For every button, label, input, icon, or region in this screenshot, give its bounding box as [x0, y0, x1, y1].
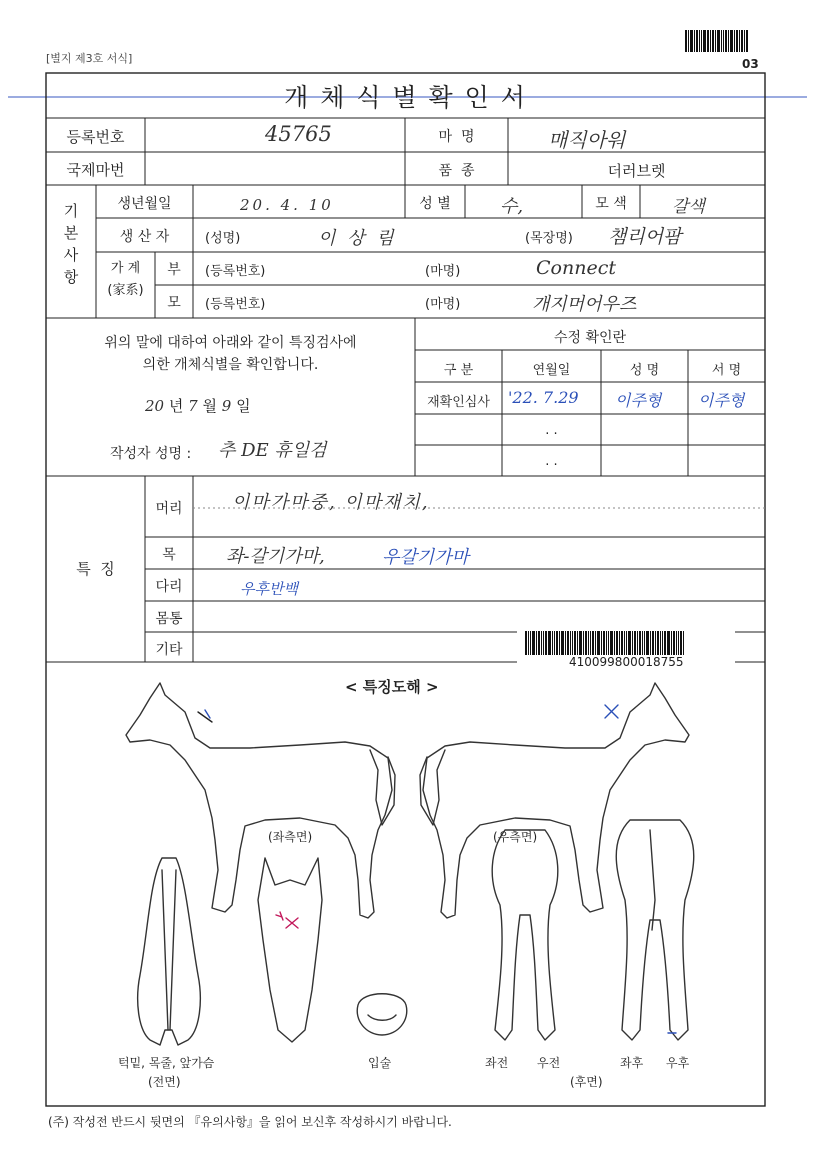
- author-signature: 추 DE 휴일검: [218, 440, 327, 461]
- amendment-header-name: 성 명: [629, 363, 660, 378]
- front-view-caption: 턱밑, 목줄, 앞가슴: [118, 1056, 215, 1070]
- dam-name-value: 개지머어우즈: [532, 294, 637, 315]
- right-side-caption: (우측면): [493, 830, 538, 844]
- producer-name-value: 이 상 림: [318, 228, 397, 249]
- sire-name-label: (마명): [425, 264, 461, 279]
- diagram-title: < 특징도해 >: [345, 678, 439, 696]
- date-day-label: 일: [236, 397, 251, 415]
- amendment-title: 수정 확인란: [553, 330, 627, 346]
- coat-color-value: 갈색: [672, 197, 705, 217]
- birth-label: 생년월일: [117, 196, 172, 212]
- front-view-label: (전면): [148, 1075, 181, 1089]
- right-fore-caption: 우전: [537, 1056, 561, 1070]
- date-month-value: 7: [188, 397, 198, 415]
- date-month-label: 월: [202, 397, 217, 415]
- coat-color-label: 모 색: [595, 196, 627, 212]
- feature-head-value: 이마가마중, 이마재치,: [232, 492, 430, 513]
- feature-neck-value-left: 좌-갈기가마,: [226, 546, 325, 567]
- head-front-drawing: [258, 858, 322, 1042]
- sire-label: 부: [167, 262, 181, 278]
- dam-name-label: (마명): [425, 297, 461, 312]
- rear-view-label: (후면): [570, 1075, 603, 1089]
- feature-head-label: 머리: [155, 501, 183, 517]
- rear-view-drawing: [616, 820, 694, 1040]
- amendment-row-type: 재확인심사: [427, 395, 490, 410]
- dam-reg-label: (등록번호): [205, 297, 266, 312]
- footer-note: (주) 작성전 반드시 뒷면의 『유의사항』을 읽어 보신후 작성하시기 바랍니다.: [48, 1115, 452, 1129]
- producer-name-label: (성명): [205, 231, 241, 246]
- sex-label: 성 별: [419, 196, 451, 212]
- horse-name-label: 마 명: [438, 129, 475, 145]
- date-year-label: 년: [168, 397, 184, 415]
- producer-label: 생 산 자: [119, 229, 170, 245]
- muzzle-caption: 입술: [368, 1056, 392, 1070]
- barcode-number: 410099800018755: [569, 655, 684, 669]
- page-title: 개 체 식 별 확 인 서: [284, 83, 527, 112]
- author-label: 작성자 성명 :: [110, 446, 192, 462]
- intl-no-label: 국제마번: [66, 161, 125, 179]
- amendment-row-name: 이주형: [615, 391, 662, 410]
- front-view-drawing: [138, 858, 201, 1045]
- feature-other-label: 기타: [155, 642, 183, 658]
- feature-leg-label: 다리: [155, 579, 183, 595]
- breed-label: 품 종: [438, 163, 475, 179]
- birth-value: 20. 4. 10: [240, 196, 334, 214]
- breed-value: 더러브렛: [607, 162, 666, 180]
- sex-value: 수,: [500, 196, 524, 217]
- features-section-label: 특 징: [76, 560, 115, 578]
- sire-name-value: Connect: [536, 257, 616, 279]
- page-number: 03: [742, 57, 759, 71]
- amendment-header-type: 구 분: [443, 363, 474, 378]
- date-day-value: 9: [221, 397, 232, 415]
- feature-neck-label: 목: [162, 547, 176, 563]
- horse-name-value: 매직아워: [548, 128, 626, 152]
- statement-line-2: 의한 개체식별을 확인합니다.: [142, 357, 319, 373]
- left-side-caption: (좌측면): [268, 830, 313, 844]
- statement-line-1: 위의 말에 대하여 아래와 같이 특징검사에: [104, 335, 357, 351]
- feature-neck-value-right: 우갈기가마: [382, 547, 469, 568]
- reg-no-value: 45765: [265, 122, 332, 146]
- amendment-row-date: '22. 7.29: [508, 388, 579, 407]
- muzzle-drawing: [357, 994, 407, 1035]
- lineage-label: 가 계 (家系): [107, 261, 144, 298]
- amendment-header-sign: 서 명: [711, 363, 742, 378]
- right-hind-caption: 우후: [666, 1056, 690, 1070]
- amendment-header-date: 연월일: [532, 363, 571, 378]
- feature-body-label: 몸통: [155, 611, 183, 627]
- forelegs-front-drawing: [492, 830, 558, 1040]
- farm-name-value: 챔리어팜: [608, 226, 682, 248]
- sire-reg-label: (등록번호): [205, 264, 266, 279]
- dam-label: 모: [167, 295, 181, 311]
- amendment-row-date: . .: [545, 423, 558, 438]
- left-fore-caption: 좌전: [485, 1056, 509, 1070]
- amendment-row-sign: 이주형: [698, 391, 745, 410]
- reg-no-label: 등록번호: [66, 128, 125, 146]
- farm-name-label: (목장명): [525, 231, 573, 246]
- form-number-label: [별지 제3호 서식]: [46, 52, 133, 65]
- amendment-row-date: . .: [545, 454, 558, 469]
- basic-section-label: 기 본 사 항: [63, 202, 79, 286]
- right-side-horse-drawing: [420, 683, 689, 918]
- date-year-value: 20: [145, 397, 165, 415]
- feature-leg-value: 우후반백: [240, 580, 298, 598]
- left-hind-caption: 좌후: [620, 1056, 644, 1070]
